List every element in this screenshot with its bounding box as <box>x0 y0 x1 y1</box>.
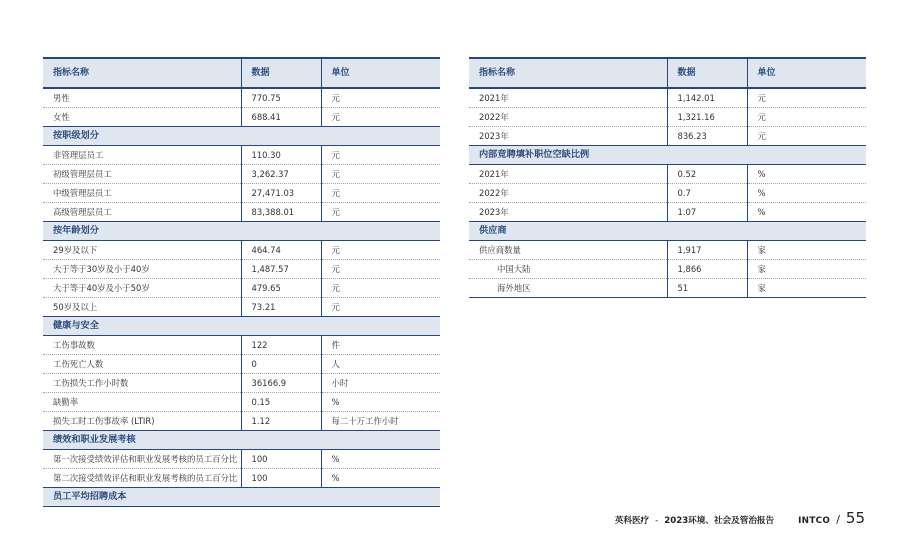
footer-slash: / <box>836 513 840 526</box>
unit-cell: 每二十万工作小时 <box>321 412 440 431</box>
value-cell: 3,262.37 <box>241 165 321 184</box>
value-cell: 688.41 <box>241 108 321 127</box>
section-title: 内部竞聘填补职位空缺比例 <box>469 146 866 165</box>
indicator-name-cell: 非管理层员工 <box>43 146 241 165</box>
unit-cell: 小时 <box>321 374 440 393</box>
indicator-name-cell: 2023年 <box>469 203 667 222</box>
unit-cell: 元 <box>747 108 866 127</box>
header-indicator-name: 指标名称 <box>43 58 241 88</box>
value-cell: 27,471.03 <box>241 184 321 203</box>
section-title: 绩效和职业发展考核 <box>43 431 440 450</box>
value-cell: 770.75 <box>241 88 321 108</box>
value-cell: 83,388.01 <box>241 203 321 222</box>
header-data: 数据 <box>667 58 747 88</box>
table-row <box>43 298 440 317</box>
unit-cell: 元 <box>747 127 866 146</box>
indicator-name-cell: 高级管理层员工 <box>43 203 241 222</box>
value-cell: 51 <box>667 279 747 298</box>
table-row <box>43 260 440 279</box>
unit-cell: 元 <box>321 241 440 260</box>
indicator-name-cell: 工伤死亡人数 <box>43 355 241 374</box>
section-title: 供应商 <box>469 222 866 241</box>
unit-cell: % <box>321 469 440 488</box>
indicator-name-cell: 女性 <box>43 108 241 127</box>
indicator-name-cell: 中级管理层员工 <box>43 184 241 203</box>
unit-cell: 家 <box>747 241 866 260</box>
indicator-name-cell: 损失工时工伤事故率 (LTIR) <box>43 412 241 431</box>
section-header-row <box>43 127 440 146</box>
indicator-name-cell: 大于等于40岁及小于50岁 <box>43 279 241 298</box>
table-row <box>43 374 440 393</box>
unit-cell: 件 <box>321 336 440 355</box>
unit-cell: 人 <box>321 355 440 374</box>
value-cell: 110.30 <box>241 146 321 165</box>
table-row <box>43 146 440 165</box>
value-cell: 464.74 <box>241 241 321 260</box>
value-cell: 0 <box>241 355 321 374</box>
indicator-name-cell: 工伤事故数 <box>43 336 241 355</box>
footer-brand: 英科医疗 <box>614 516 650 526</box>
indicator-name-cell: 供应商数量 <box>469 241 667 260</box>
table-row <box>43 108 440 127</box>
indicator-name-cell: 第一次接受绩效评估和职业发展考核的员工百分比 <box>43 450 241 469</box>
table-row <box>43 412 440 431</box>
page-footer <box>615 509 865 525</box>
indicator-name-cell: 男性 <box>43 88 241 108</box>
section-header-row <box>43 317 440 336</box>
section-title: 按职级划分 <box>43 127 440 146</box>
header-unit: 单位 <box>747 58 866 88</box>
unit-cell: 家 <box>747 260 866 279</box>
section-header-row <box>43 222 440 241</box>
unit-cell: % <box>321 450 440 469</box>
indicator-name-cell: 中国大陆 <box>469 260 667 279</box>
table-row <box>469 108 866 127</box>
value-cell: 1,321.16 <box>667 108 747 127</box>
unit-cell: 元 <box>321 260 440 279</box>
value-cell: 479.65 <box>241 279 321 298</box>
header-data: 数据 <box>241 58 321 88</box>
indicator-name-cell: 2022年 <box>469 184 667 203</box>
table-row <box>469 203 866 222</box>
section-header-row <box>469 222 866 241</box>
value-cell: 836.23 <box>667 127 747 146</box>
indicator-name-cell: 2022年 <box>469 108 667 127</box>
section-title: 员工平均招聘成本 <box>43 488 440 507</box>
unit-cell: 元 <box>321 88 440 108</box>
table-row <box>43 203 440 222</box>
unit-cell: % <box>747 165 866 184</box>
value-cell: 100 <box>241 450 321 469</box>
footer-logo: INTCO <box>798 516 831 526</box>
value-cell: 100 <box>241 469 321 488</box>
table-row <box>469 279 866 298</box>
unit-cell: % <box>747 184 866 203</box>
value-cell: 1,866 <box>667 260 747 279</box>
unit-cell: 元 <box>321 203 440 222</box>
table-row <box>469 184 866 203</box>
indicator-name-cell: 大于等于30岁及小于40岁 <box>43 260 241 279</box>
table-row <box>43 88 440 108</box>
section-header-row <box>469 146 866 165</box>
indicator-name-cell: 2023年 <box>469 127 667 146</box>
indicator-name-cell: 29岁及以下 <box>43 241 241 260</box>
table-row <box>43 241 440 260</box>
indicator-name-cell: 2021年 <box>469 88 667 108</box>
indicator-name-cell: 2021年 <box>469 165 667 184</box>
table-row <box>43 279 440 298</box>
footer-separator: - <box>655 516 659 526</box>
unit-cell: 元 <box>747 88 866 108</box>
unit-cell: 元 <box>321 298 440 317</box>
unit-cell: 元 <box>321 165 440 184</box>
value-cell: 1.12 <box>241 412 321 431</box>
left-data-table <box>43 57 440 507</box>
indicator-name-cell: 50岁及以上 <box>43 298 241 317</box>
value-cell: 36166.9 <box>241 374 321 393</box>
table-row <box>469 241 866 260</box>
table-header-row <box>469 58 866 88</box>
table-row <box>43 336 440 355</box>
table-row <box>43 165 440 184</box>
indicator-name-cell: 缺勤率 <box>43 393 241 412</box>
table-row <box>469 165 866 184</box>
table-row <box>43 450 440 469</box>
unit-cell: 家 <box>747 279 866 298</box>
unit-cell: 元 <box>321 184 440 203</box>
table-row <box>469 260 866 279</box>
section-title: 按年龄划分 <box>43 222 440 241</box>
indicator-name-cell: 第二次接受绩效评估和职业发展考核的员工百分比 <box>43 469 241 488</box>
footer-report-title: 2023环境、社会及管治报告 <box>664 516 775 526</box>
value-cell: 1.07 <box>667 203 747 222</box>
header-unit: 单位 <box>321 58 440 88</box>
value-cell: 1,142.01 <box>667 88 747 108</box>
value-cell: 0.52 <box>667 165 747 184</box>
table-header-row <box>43 58 440 88</box>
page-number: 55 <box>845 509 865 527</box>
right-data-table <box>469 57 866 298</box>
table-row <box>469 88 866 108</box>
value-cell: 73.21 <box>241 298 321 317</box>
unit-cell: 元 <box>321 279 440 298</box>
unit-cell: 元 <box>321 146 440 165</box>
section-header-row <box>43 488 440 507</box>
table-row <box>43 355 440 374</box>
value-cell: 1,917 <box>667 241 747 260</box>
unit-cell: 元 <box>321 108 440 127</box>
section-header-row <box>43 431 440 450</box>
section-title: 健康与安全 <box>43 317 440 336</box>
table-row <box>43 184 440 203</box>
value-cell: 1,487.57 <box>241 260 321 279</box>
value-cell: 0.7 <box>667 184 747 203</box>
value-cell: 0.15 <box>241 393 321 412</box>
unit-cell: % <box>747 203 866 222</box>
table-row <box>469 127 866 146</box>
indicator-name-cell: 海外地区 <box>469 279 667 298</box>
value-cell: 122 <box>241 336 321 355</box>
table-row <box>43 393 440 412</box>
indicator-name-cell: 工伤损失工作小时数 <box>43 374 241 393</box>
header-indicator-name: 指标名称 <box>469 58 667 88</box>
indicator-name-cell: 初级管理层员工 <box>43 165 241 184</box>
unit-cell: % <box>321 393 440 412</box>
table-row <box>43 469 440 488</box>
